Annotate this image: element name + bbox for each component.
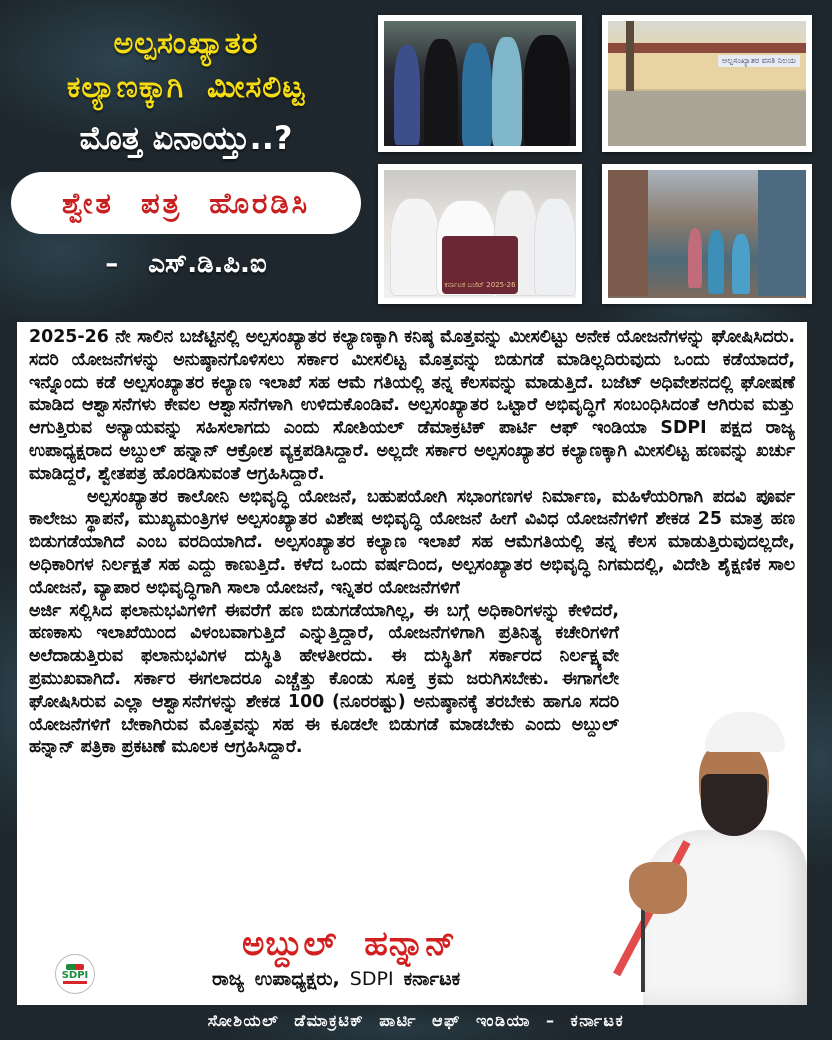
press-release-body: [29, 326, 795, 759]
paragraph-1: 2025-26 ನೇ ಸಾಲಿನ ಬಜೆಟ್ಟಿನಲ್ಲಿ ಅಲ್ಪಸಂಖ್ಯಾತರ ಕಲ್ಯಾಣಕ್ಕಾಗಿ ಕನಿಷ್ಠ ಮೊತ್ತವನ್ನು ಮೀಸಲಿಟ್ಟು ಅನೇಕ ಯೋಜನೆಗಳನ್ನು ಘೋಷಿಸಿದರು. ಸದರಿ ಯೋಜನೆಗಳನ್ನು ಅನುಷ್ಠಾನಗೊಳಿಸಲು ಸರ್ಕಾರ ಮೀಸಲಿಟ್ಟ ಮೊತ್ತವನ್ನು ಬಿಡುಗಡೆ ಮಾಡಿಲ್ಲದಿರುವುದು ಒಂದು ಕಡೆಯಾದರೆ, ಇನ್ನೊಂದು ಕಡೆ ಅಲ್ಪಸಂಖ್ಯಾತರ ಕಲ್ಯಾಣ ಇಲಾಖೆ ಸಹ ಆಮೆ ಗತಿಯಲ್ಲಿ ತನ್ನ ಕೆಲಸವನ್ನು ಮಾಡುತ್ತಿದೆ. ಬಜೆಟ್ ಅಧಿವೇಶನದಲ್ಲಿ ಘೋಷಣೆ ಮಾಡಿದ ಆಶ್ವಾಸನೆಗಳು ಕೇವಲ ಆಶ್ವಾಸನೆಗಳಾಗಿ ಉಳಿದುಕೊಂಡಿವೆ. ಅಲ್ಪಸಂಖ್ಯಾತರ ಒಟ್ಟಾರೆ ಅಭಿವೃದ್ಧಿಗೆ ಸಂಬಂಧಿಸಿದಂತೆ ಆಗಿರುವ ಮತ್ತು ಆಗುತ್ತಿರುವ ಅನ್ಯಾಯವನ್ನು ಸಹಿಸಲಾಗದು ಎಂದು ಸೋಶಿಯಲ್ ಡೆಮಾಕ್ರಟಿಕ್ ಪಾರ್ಟಿ ಆಫ್ ಇಂಡಿಯಾ SDPI ಪಕ್ಷದ ರಾಜ್ಯ ಉಪಾಧ್ಯಕ್ಷರಾದ ಅಬ್ದುಲ್ ಹನ್ನಾನ್ ಆಕ್ರೋಶ ವ್ಯಕ್ತಪಡಿಸಿದ್ದಾರೆ. ಅಲ್ಲದೇ ಸರ್ಕಾರ ಅಲ್ಪಸಂಖ್ಯಾತರ ಕಲ್ಯಾಣಕ್ಕಾಗಿ ಮೀಸಲಿಟ್ಟ ಹಣವನ್ನು ಖರ್ಚು ಮಾಡಿದ್ದರೆ, ಶ್ವೇತಪತ್ರ ಹೊರಡಿಸುವಂತೆ ಆಗ್ರಹಿಸಿದ್ದಾರೆ.: [29, 327, 795, 484]
logo-bar: [63, 981, 87, 984]
party-label: SDPI: [349, 968, 394, 990]
photo-slum-lane: [602, 164, 812, 304]
logo-text: SDPI: [61, 970, 89, 981]
headline-question: ಮೊತ್ತ ಏನಾಯ್ತು..?: [79, 119, 293, 157]
photo-women-in-burqa: [378, 15, 582, 152]
paragraph-2-continued: ಅರ್ಜಿ ಸಲ್ಲಿಸಿದ ಫಲಾನುಭವಿಗಳಿಗೆ ಈವರೆಗೆ ಹಣ ಬಿಡುಗಡೆಯಾಗಿಲ್ಲ, ಈ ಬಗ್ಗೆ ಅಧಿಕಾರಿಗಳನ್ನು ಕೇಳಿದರೆ, ಹಣಕಾಸು ಇಲಾಖೆಯಿಂದ ವಿಳಂಬವಾಗುತ್ತಿದೆ ಎನ್ನುತ್ತಿದ್ದಾರೆ, ಯೋಜನೆಗಳಿಗಾಗಿ ಪ್ರತಿನಿತ್ಯ ಕಚೇರಿಗಳಿಗೆ ಅಲೆದಾಡುತ್ತಿರುವ ಫಲಾನುಭವಿಗಳ ದುಸ್ಥಿತಿ ಹೇಳತೀರದು. ಈ ದುಸ್ಥಿತಿಗೆ ಸರ್ಕಾರದ ನಿರ್ಲಕ್ಷ್ಯವೇ ಪ್ರಮುಖವಾಗಿದೆ. ಸರ್ಕಾರ ಈಗಲಾದರೂ ಎಚ್ಚೆತ್ತು ಕೊಂಡು ಸೂಕ್ತ ಕ್ರಮ ಜರುಗಿಸಬೇಕು. ಈಗಾಗಲೇ ಘೋಷಿಸಿರುವ ಎಲ್ಲಾ ಆಶ್ವಾಸನೆಗಳನ್ನು ಶೇಕಡ 100 (ನೂರರಷ್ಟು) ಅನುಷ್ಠಾನಕ್ಕೆ ತರಬೇಕು ಹಾಗೂ ಸದರಿ ಯೋಜನೆಗಳಿಗೆ ಬೇಕಾಗಿರುವ ಮೊತ್ತವನ್ನು ಸಹ ಈ ಕೂಡಲೇ ಬಿಡುಗಡೆ ಮಾಡಬೇಕು ಎಂದು ಅಬ್ದುಲ್ ಹನ್ನಾನ್ ಪತ್ರಿಕಾ ಪ್ರಕಟಣೆ ಮೂಲಕ ಆಗ್ರಹಿಸಿದ್ದಾರೆ.: [29, 600, 619, 758]
byline: [0, 244, 372, 284]
footer-party-name: ಸೋಶಿಯಲ್ ಡೆಮಾಕ್ರಟಿಕ್ ಪಾರ್ಟಿ ಆಫ್ ಇಂಡಿಯಾ – ಕರ್ನಾಟಕ: [207, 1011, 625, 1030]
paragraph-2-wide: ಅಲ್ಪಸಂಖ್ಯಾತರ ಕಾಲೋನಿ ಅಭಿವೃದ್ಧಿ ಯೋಜನೆ, ಬಹುಪಯೋಗಿ ಸಭಾಂಗಣಗಳ ನಿರ್ಮಾಣ, ಮಹಿಳೆಯರಿಗಾಗಿ ಪದವಿ ಪೂರ್ವ ಕಾಲೇಜು ಸ್ಥಾಪನೆ, ಮುಖ್ಯಮಂತ್ರಿಗಳ ಅಲ್ಪಸಂಖ್ಯಾತರ ವಿಶೇಷ ಅಭಿವೃದ್ಧಿ ಯೋಜನೆ ಹೀಗೆ ವಿವಿಧ ಯೋಜನೆಗಳಿಗೆ ಶೇಕಡ 25 ಮಾತ್ರ ಹಣ ಬಿಡುಗಡೆಯಾಗಿದೆ ಎಂಬ ವರದಿಯಾಗಿದೆ. ಅಲ್ಪಸಂಖ್ಯಾತರ ಕಲ್ಯಾಣ ಇಲಾಖೆ ಸಹ ಆಮೆಗತಿಯಲ್ಲಿ ತನ್ನ ಕೆಲಸ ಮಾಡುತ್ತಿರುವುದಲ್ಲದೇ, ಅಧಿಕಾರಿಗಳ ನಿರ್ಲಕ್ಷತೆ ಸಹ ಎದ್ದು ಕಾಣುತ್ತಿದೆ. ಕಳೆದ ಒಂದು ವರ್ಷದಿಂದ, ಅಲ್ಪಸಂಖ್ಯಾತರ ಅಭಿವೃದ್ಧಿ ನಿಗಮದಲ್ಲಿ, ವಿದೇಶಿ ಶೈಕ್ಷಣಿಕ ಸಾಲ ಯೋಜನೆ, ವ್ಯಾಪಾರ ಅಭಿವೃದ್ಧಿಗಾಗಿ ಸಾಲಾ ಯೋಜನೆ, ಇನ್ನಿತರ ಯೋಜನೆಗಳಿಗೆ: [29, 486, 795, 598]
building-sign: ಅಲ್ಪಸಂಖ್ಯಾತರ ವಸತಿ ನಿಲಯ: [718, 55, 800, 67]
press-release-panel: [17, 322, 807, 1005]
photo-budget-briefcase: [378, 164, 582, 304]
abdul-hannan-portrait: [613, 712, 807, 1005]
byline-dash: –: [105, 249, 119, 279]
headline-line-2: ಕಲ್ಯಾಣಕ್ಕಾಗಿ ಮೀಸಲಿಟ್ಟ: [66, 70, 306, 105]
sdpi-logo: [55, 954, 95, 994]
byline-party: ಎಸ್.ಡಿ.ಪಿ.ಐ: [148, 249, 267, 279]
photo-old-building: [602, 15, 812, 152]
signatory-title: [212, 968, 460, 990]
headline-line-1: ಅಲ್ಪಸಂಖ್ಯಾತರ: [113, 26, 259, 61]
state-label: ಕರ್ನಾಟಕ: [403, 968, 461, 990]
white-paper-demand-pill: ಶ್ವೇತ ಪತ್ರ ಹೊರಡಿಸಿ: [11, 172, 361, 234]
role-label: ರಾಜ್ಯ ಉಪಾಧ್ಯಕ್ಷರು,: [212, 968, 340, 990]
budget-briefcase: ಕರ್ನಾಟಕ ಬಜೆಟ್ 2025-26: [442, 236, 518, 294]
headline-block: [0, 22, 372, 284]
signatory-name: ಅಬ್ದುಲ್ ಹನ್ನಾನ್: [242, 924, 457, 964]
